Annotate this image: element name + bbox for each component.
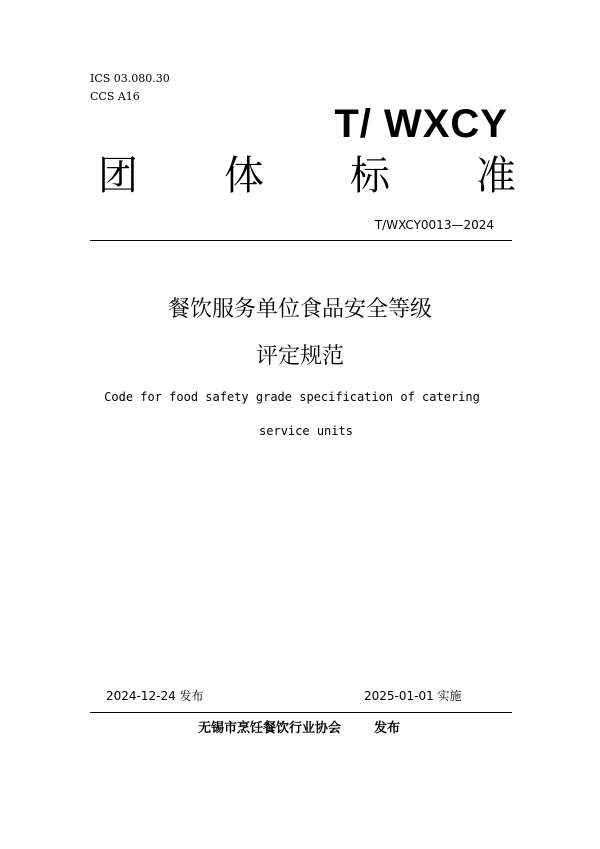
title-english-line-2: service units xyxy=(259,424,353,438)
publisher-action: 发布 xyxy=(374,721,401,736)
organization-code: T/ WXCY xyxy=(334,102,508,146)
standard-type-char-4: 准 xyxy=(476,153,516,199)
standard-type-char-3: 标 xyxy=(350,153,390,199)
issue-date: 2024-12-24 发布 xyxy=(106,689,204,703)
footer-divider xyxy=(90,712,512,713)
publisher-name: 无锡市烹饪餐饮行业协会 xyxy=(198,721,342,736)
standard-type-heading xyxy=(98,150,516,202)
standard-type-char-1: 团 xyxy=(98,153,138,199)
standard-type-char-2: 体 xyxy=(224,153,264,199)
header-divider xyxy=(90,240,512,241)
title-chinese-line-1: 餐饮服务单位食品安全等级 xyxy=(167,297,432,322)
implementation-date: 2025-01-01 实施 xyxy=(364,689,462,703)
title-english-line-1: Code for food safety grade specification of catering xyxy=(104,390,480,404)
standard-number: T/WXCY0013—2024 xyxy=(374,218,494,232)
ics-code: ICS 03.080.30 xyxy=(90,72,170,85)
ccs-code: CCS A16 xyxy=(90,90,140,103)
title-chinese-line-2: 评定规范 xyxy=(255,344,344,369)
